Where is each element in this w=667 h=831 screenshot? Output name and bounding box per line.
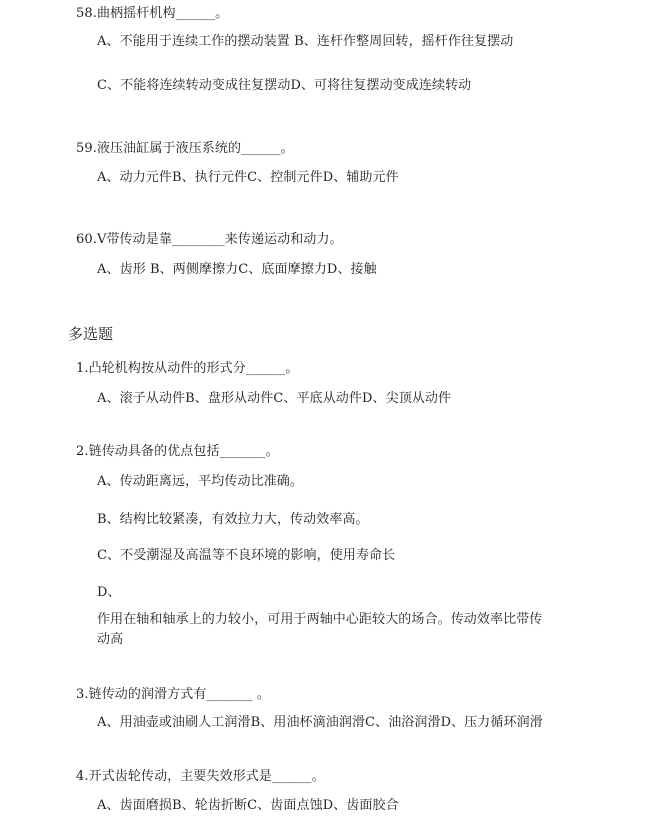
question-60: 60.V带传动是靠________来传递运动和动力。 bbox=[76, 232, 343, 247]
multi-question-3-options: A、用油壶或油刷人工润滑B、用油杯滴油润滑C、油浴润滑D、压力循环润滑 bbox=[97, 715, 543, 730]
question-58: 58.曲柄摇杆机构______。 bbox=[76, 6, 229, 21]
multi-question-2-option-d-label: D、 bbox=[97, 585, 121, 600]
question-60-options: A、齿形 B、两侧摩擦力C、底面摩擦力D、接触 bbox=[97, 262, 377, 277]
multi-question-2-option-c: C、不受潮湿及高温等不良环境的影响，使用寿命长 bbox=[97, 548, 396, 563]
multi-question-2: 2.链传动具备的优点包括_______。 bbox=[76, 444, 279, 459]
section-title-multi-choice: 多选题 bbox=[68, 325, 114, 343]
multi-question-2-option-d-text: 作用在轴和轴承上的力较小，可用于两轴中心距较大的场合。传动效率比带传 bbox=[97, 612, 543, 627]
multi-question-4-options: A、齿面磨损B、轮齿折断C、齿面点蚀D、齿面胶合 bbox=[97, 798, 399, 813]
multi-question-1-options: A、滚子从动件B、盘形从动件C、平底从动件D、尖顶从动件 bbox=[97, 391, 452, 406]
multi-question-3: 3.链传动的润滑方式有_______ 。 bbox=[76, 687, 271, 702]
multi-question-4: 4.开式齿轮传动，主要失效形式是______。 bbox=[76, 769, 325, 784]
question-59-options: A、动力元件B、执行元件C、控制元件D、辅助元件 bbox=[97, 170, 399, 185]
question-58-option-cd: C、不能将连续转动变成往复摆动D、可将往复摆动变成连续转动 bbox=[97, 78, 472, 93]
multi-question-2-option-a: A、传动距离远，平均传动比准确。 bbox=[97, 474, 303, 489]
multi-question-1: 1.凸轮机构按从动件的形式分______。 bbox=[76, 361, 299, 376]
multi-question-2-option-b: B、结构比较紧凑，有效拉力大，传动效率高。 bbox=[97, 512, 369, 527]
multi-question-2-option-d-text-cont: 动高 bbox=[97, 632, 124, 647]
question-59: 59.液压油缸属于液压系统的______。 bbox=[76, 141, 294, 156]
question-58-option-ab: A、不能用于连续工作的摆动装置 B、连杆作整周回转，摇杆作往复摆动 bbox=[97, 34, 514, 49]
